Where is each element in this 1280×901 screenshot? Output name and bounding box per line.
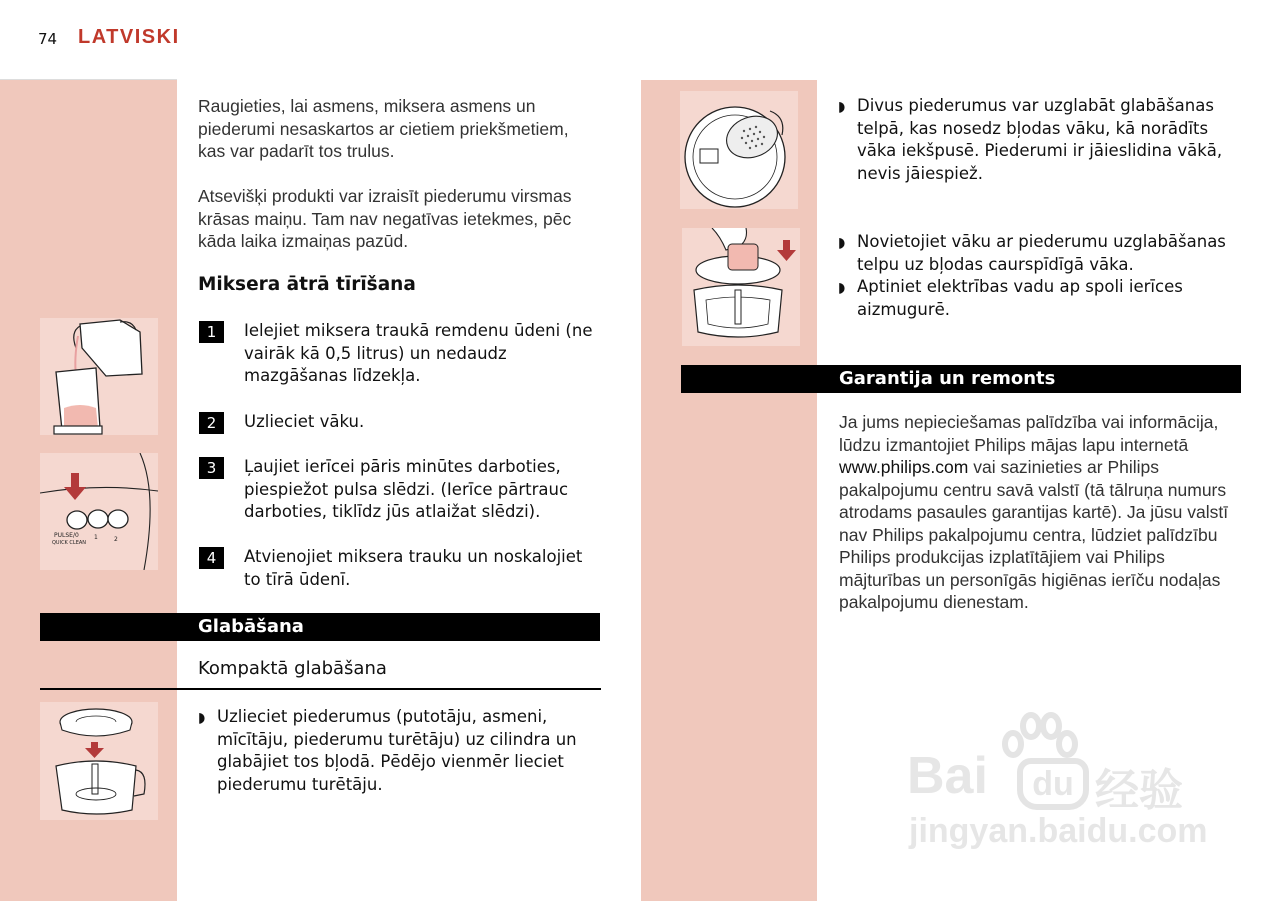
step-number-3: 3 [199, 457, 224, 479]
jug-icon [40, 318, 158, 435]
step-3-text: Ļaujiet ierīcei pāris minūtes darboties, piespiežot pulsa slēdzi. (Ierīce pārtrauc darboties, tiklīdz jūs atlaižat slēdzi). [244, 457, 569, 521]
watermark-brand-cn: 经验 [1095, 765, 1183, 816]
compact-storage-heading: Kompaktā glabāšana [198, 658, 387, 679]
watermark-brand-left: Bai [907, 747, 988, 805]
cord-storage-text: Aptiniet elektrības vadu ap spoli ierīces aizmugurē. [857, 277, 1183, 319]
baidu-watermark [905, 710, 1215, 860]
illustration-storage-bowl [40, 702, 158, 820]
bullet-icon: ◗ [838, 235, 846, 251]
step-number-2: 2 [199, 412, 224, 434]
section-bar-warranty-label: Garantija un remonts [839, 368, 1056, 389]
step-1-text: Ielejiet miksera traukā remdenu ūdeni (ne vairāk kā 0,5 litrus) un nedaudz mazgāšanas līdzekļa. [244, 321, 593, 385]
watermark-url: jingyan.baidu.com [909, 812, 1208, 850]
bullet-icon: ◗ [838, 99, 846, 115]
quick-clean-label: QUICK CLEAN [52, 540, 87, 546]
illustration-pouring-water [40, 318, 158, 435]
section-bar-warranty [681, 365, 1241, 393]
button-2-label: 2 [114, 536, 118, 543]
illustration-pulse-buttons [40, 453, 158, 570]
storage-lid-text: Divus piederumus var uzglabāt glabāšanas telpā, kas nosedz bļodas vāku, kā norādīts vāka iekšpusē. Piederumi ir jāieslidina vākā, nevis jāiespiež. [857, 96, 1223, 183]
arrow-down-icon [85, 742, 104, 758]
pulse-label: PULSE/0 [54, 532, 79, 539]
bullet-icon: ◗ [838, 280, 846, 296]
step-number-1: 1 [199, 321, 224, 343]
page-title: LATVISKI [78, 26, 180, 48]
illustration-lid-on-bowl [682, 228, 800, 346]
bullet-icon: ◗ [198, 710, 206, 726]
compact-storage-rule [40, 688, 601, 690]
compact-storage-text: Uzlieciet piederumus (putotāju, asmeni, mīcītāju, piederumu turētāju) uz cilindra un glabājiet tos bļodā. Pēdējo vienmēr lieciet piederumu turētāju. [217, 707, 577, 794]
illustration-lid-accessory [680, 91, 798, 209]
intro-paragraph-2: Atsevišķi produkti var izraisīt piederumu virsmas krāsas maiņu. Tam nav negatīvas ietekmes, pēc kāda laika izmaiņas pazūd. [198, 186, 572, 251]
arrow-down-icon [777, 240, 796, 261]
philips-website-link[interactable]: www.philips.com [839, 457, 969, 477]
intro-paragraph-1: Raugieties, lai asmens, miksera asmens un piederumi nesaskartos ar cietiem priekšmetiem, kas var padarīt tos trulus. [198, 96, 569, 161]
watermark-brand-box: du [1017, 758, 1089, 810]
button-1-label: 1 [94, 534, 98, 541]
page-number: 74 [38, 30, 58, 48]
place-lid-text: Novietojiet vāku ar piederumu uzglabāšanas telpu uz bļodas caurspīdīgā vāka. [857, 232, 1226, 274]
warranty-paragraph: Ja jums nepieciešamas palīdzība vai informācija, lūdzu izmantojiet Philips mājas lapu internetā www.philips.com vai sazinieties ar Philips pakalpojumu centru savā valstī (tā tālruņa numurs atrodams pasaules garantijas kartē). Ja jūsu valstī nav Philips pakalpojumu centra, lūdziet palīdzību Philips produkcijas izplatītājiem vai Philips mājturības un personīgās higiēnas ierīču nodaļas pakalpojumu dienestam. [839, 412, 1229, 612]
arrow-down-icon [64, 473, 86, 500]
section-bar-storage-label: Glabāšana [198, 616, 304, 637]
section-heading-quick-clean: Miksera ātrā tīrīšana [198, 274, 416, 295]
step-2-text: Uzlieciet vāku. [244, 412, 365, 431]
step-4-text: Atvienojiet miksera trauku un noskalojiet to tīrā ūdenī. [244, 547, 583, 589]
section-bar-storage [40, 613, 600, 641]
step-number-4: 4 [199, 547, 224, 569]
